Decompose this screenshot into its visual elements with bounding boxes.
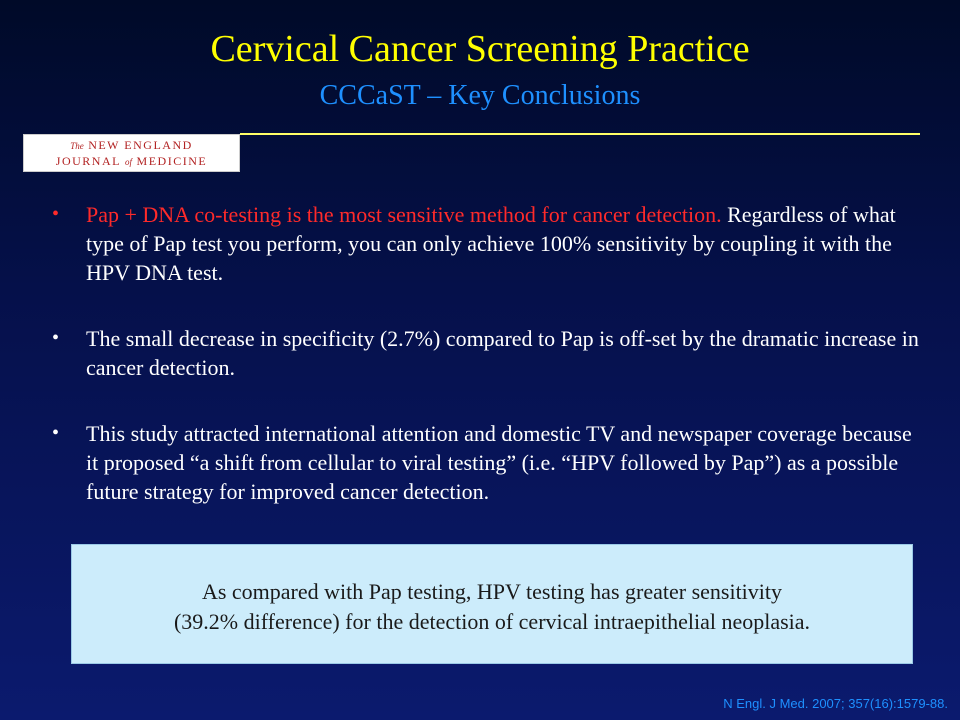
conclusion-text: This study attracted international attention and domestic TV and newspaper coverage because it proposed “a shift from cellular to viral testing” (i.e. “HPV followed by Pap”) as a possible future strategy for improved cancer detection. bbox=[86, 421, 912, 504]
conclusion-item bbox=[48, 419, 928, 506]
logo-line-2 bbox=[24, 154, 239, 170]
bullet-dot: • bbox=[52, 203, 60, 225]
conclusion-text: The small decrease in specificity (2.7%) compared to Pap is off-set by the dramatic increase in cancer detection. bbox=[86, 326, 919, 380]
bullet-dot: • bbox=[52, 422, 60, 444]
slide-title: Cervical Cancer Screening Practice bbox=[210, 28, 750, 70]
callout-line-2: (39.2% difference) for the detection of cervical intraepithelial neoplasia. bbox=[173, 609, 811, 634]
logo-of: of bbox=[125, 157, 133, 167]
conclusion-list bbox=[48, 200, 928, 506]
conclusion-item bbox=[48, 200, 928, 287]
conclusion-emphasis: Pap + DNA co-testing is the most sensitive method for cancer detection. bbox=[86, 202, 722, 227]
conclusion-text: Regardless of what type of Pap test you perform, you can only achieve 100% sensitivity by coupling it with the HPV DNA test. bbox=[86, 202, 896, 285]
title-divider bbox=[240, 133, 920, 135]
logo-the: The bbox=[70, 141, 84, 151]
logo-journal: JOURNAL bbox=[55, 154, 121, 168]
bullet-dot: • bbox=[52, 327, 60, 349]
logo-line-1 bbox=[24, 138, 239, 154]
callout-line-1: As compared with Pap testing, HPV testing has greater sensitivity bbox=[201, 579, 783, 604]
logo-new-england: NEW ENGLAND bbox=[88, 138, 193, 152]
slide-subtitle: CCCaST – Key Conclusions bbox=[319, 80, 641, 111]
nejm-logo bbox=[23, 134, 240, 172]
key-finding-callout bbox=[71, 544, 913, 664]
conclusion-item bbox=[48, 324, 928, 382]
citation: N Engl. J Med. 2007; 357(16):1579-88. bbox=[723, 696, 948, 711]
logo-medicine: MEDICINE bbox=[136, 154, 208, 168]
